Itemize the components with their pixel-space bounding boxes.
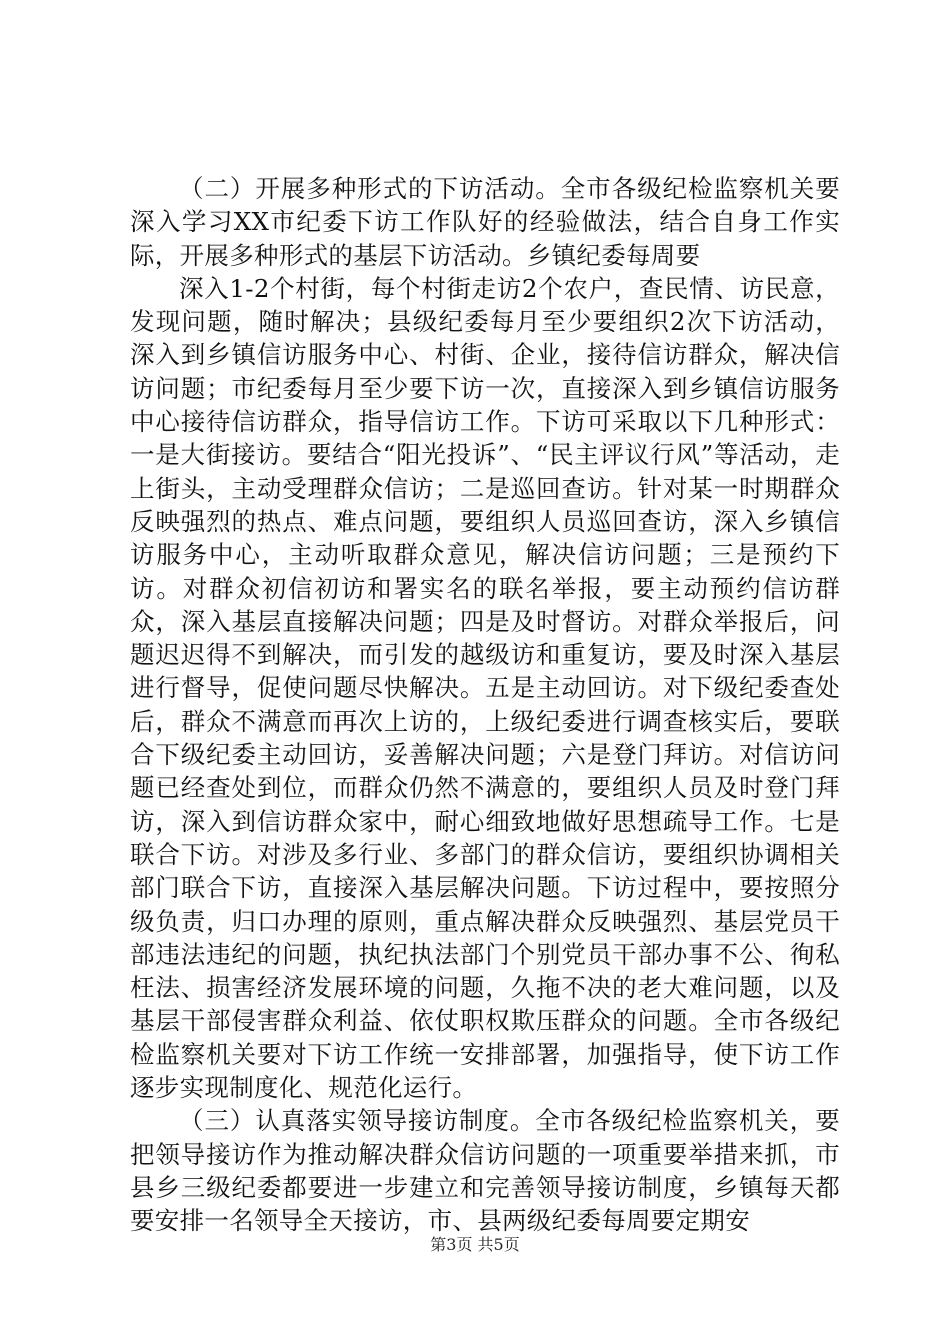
paragraph-3-section-heading: （三）认真落实领导接访制度。全市各级纪检监察机关，要把领导接访作为推动解决群众信访问题的一项重要举措来抓，市县乡三级纪委都要进一步建立和完善领导接访制度，乡镇每天都要安排一名领导全天接访，市、县两级纪委每周要定期安	[130, 1106, 840, 1236]
page-number-label: 第3页 共5页	[430, 1235, 520, 1254]
paragraph-visit-forms: 深入1-2个村街，每个村街走访2个农户，查民情、访民意，发现问题，随时解决；县级纪委每月至少要组织2次下访活动，深入到乡镇信访服务中心、村街、企业，接待信访群众，解决信访问题；市纪委每月至少要下访一次，直接深入到乡镇信访服务中心接待信访群众，指导信访工作。下访可采取以下几种形式：一是大街接访。要结合“阳光投诉”、“民主评议行风”等活动，走上街头，主动受理群众信访；二是巡回查访。针对某一时期群众反映强烈的热点、难点问题，要组织人员巡回查访，深入乡镇信访服务中心，主动听取群众意见，解决信访问题；三是预约下访。对群众初信初访和署实名的联名举报，要主动预约信访群众，深入基层直接解决问题；四是及时督访。对群众举报后，问题迟迟得不到解决，而引发的越级访和重复访，要及时深入基层进行督导，促使问题尽快解决。五是主动回访。对下级纪委查处后，群众不满意而再次上访的，上级纪委进行调查核实后，要联合下级纪委主动回访，妥善解决问题；六是登门拜访。对信访问题已经查处到位，而群众仍然不满意的，要组织人员及时登门拜访，深入到信访群众家中，耐心细致地做好思想疏导工作。七是联合下访。对涉及多行业、多部门的群众信访，要组织协调相关部门联合下访，直接深入基层解决问题。下访过程中，要按照分级负责，归口办理的原则，重点解决群众反映强烈、基层党员干部违法违纪的问题，执纪执法部门个别党员干部办事不公、徇私枉法、损害经济发展环境的问题，久拖不决的老大难问题，以及基层干部侵害群众利益、依仗职权欺压群众的问题。全市各级纪检监察机关要对下访工作统一安排部署，加强指导，使下访工作逐步实现制度化、规范化运行。	[130, 273, 841, 1103]
page-footer	[0, 1234, 950, 1256]
body-text	[130, 172, 840, 1238]
paragraph-2-section-heading: （二）开展多种形式的下访活动。全市各级纪检监察机关要深入学习XX市纪委下访工作队好的经验做法，结合自身工作实际，开展多种形式的基层下访活动。乡镇纪委每周要	[130, 174, 840, 270]
